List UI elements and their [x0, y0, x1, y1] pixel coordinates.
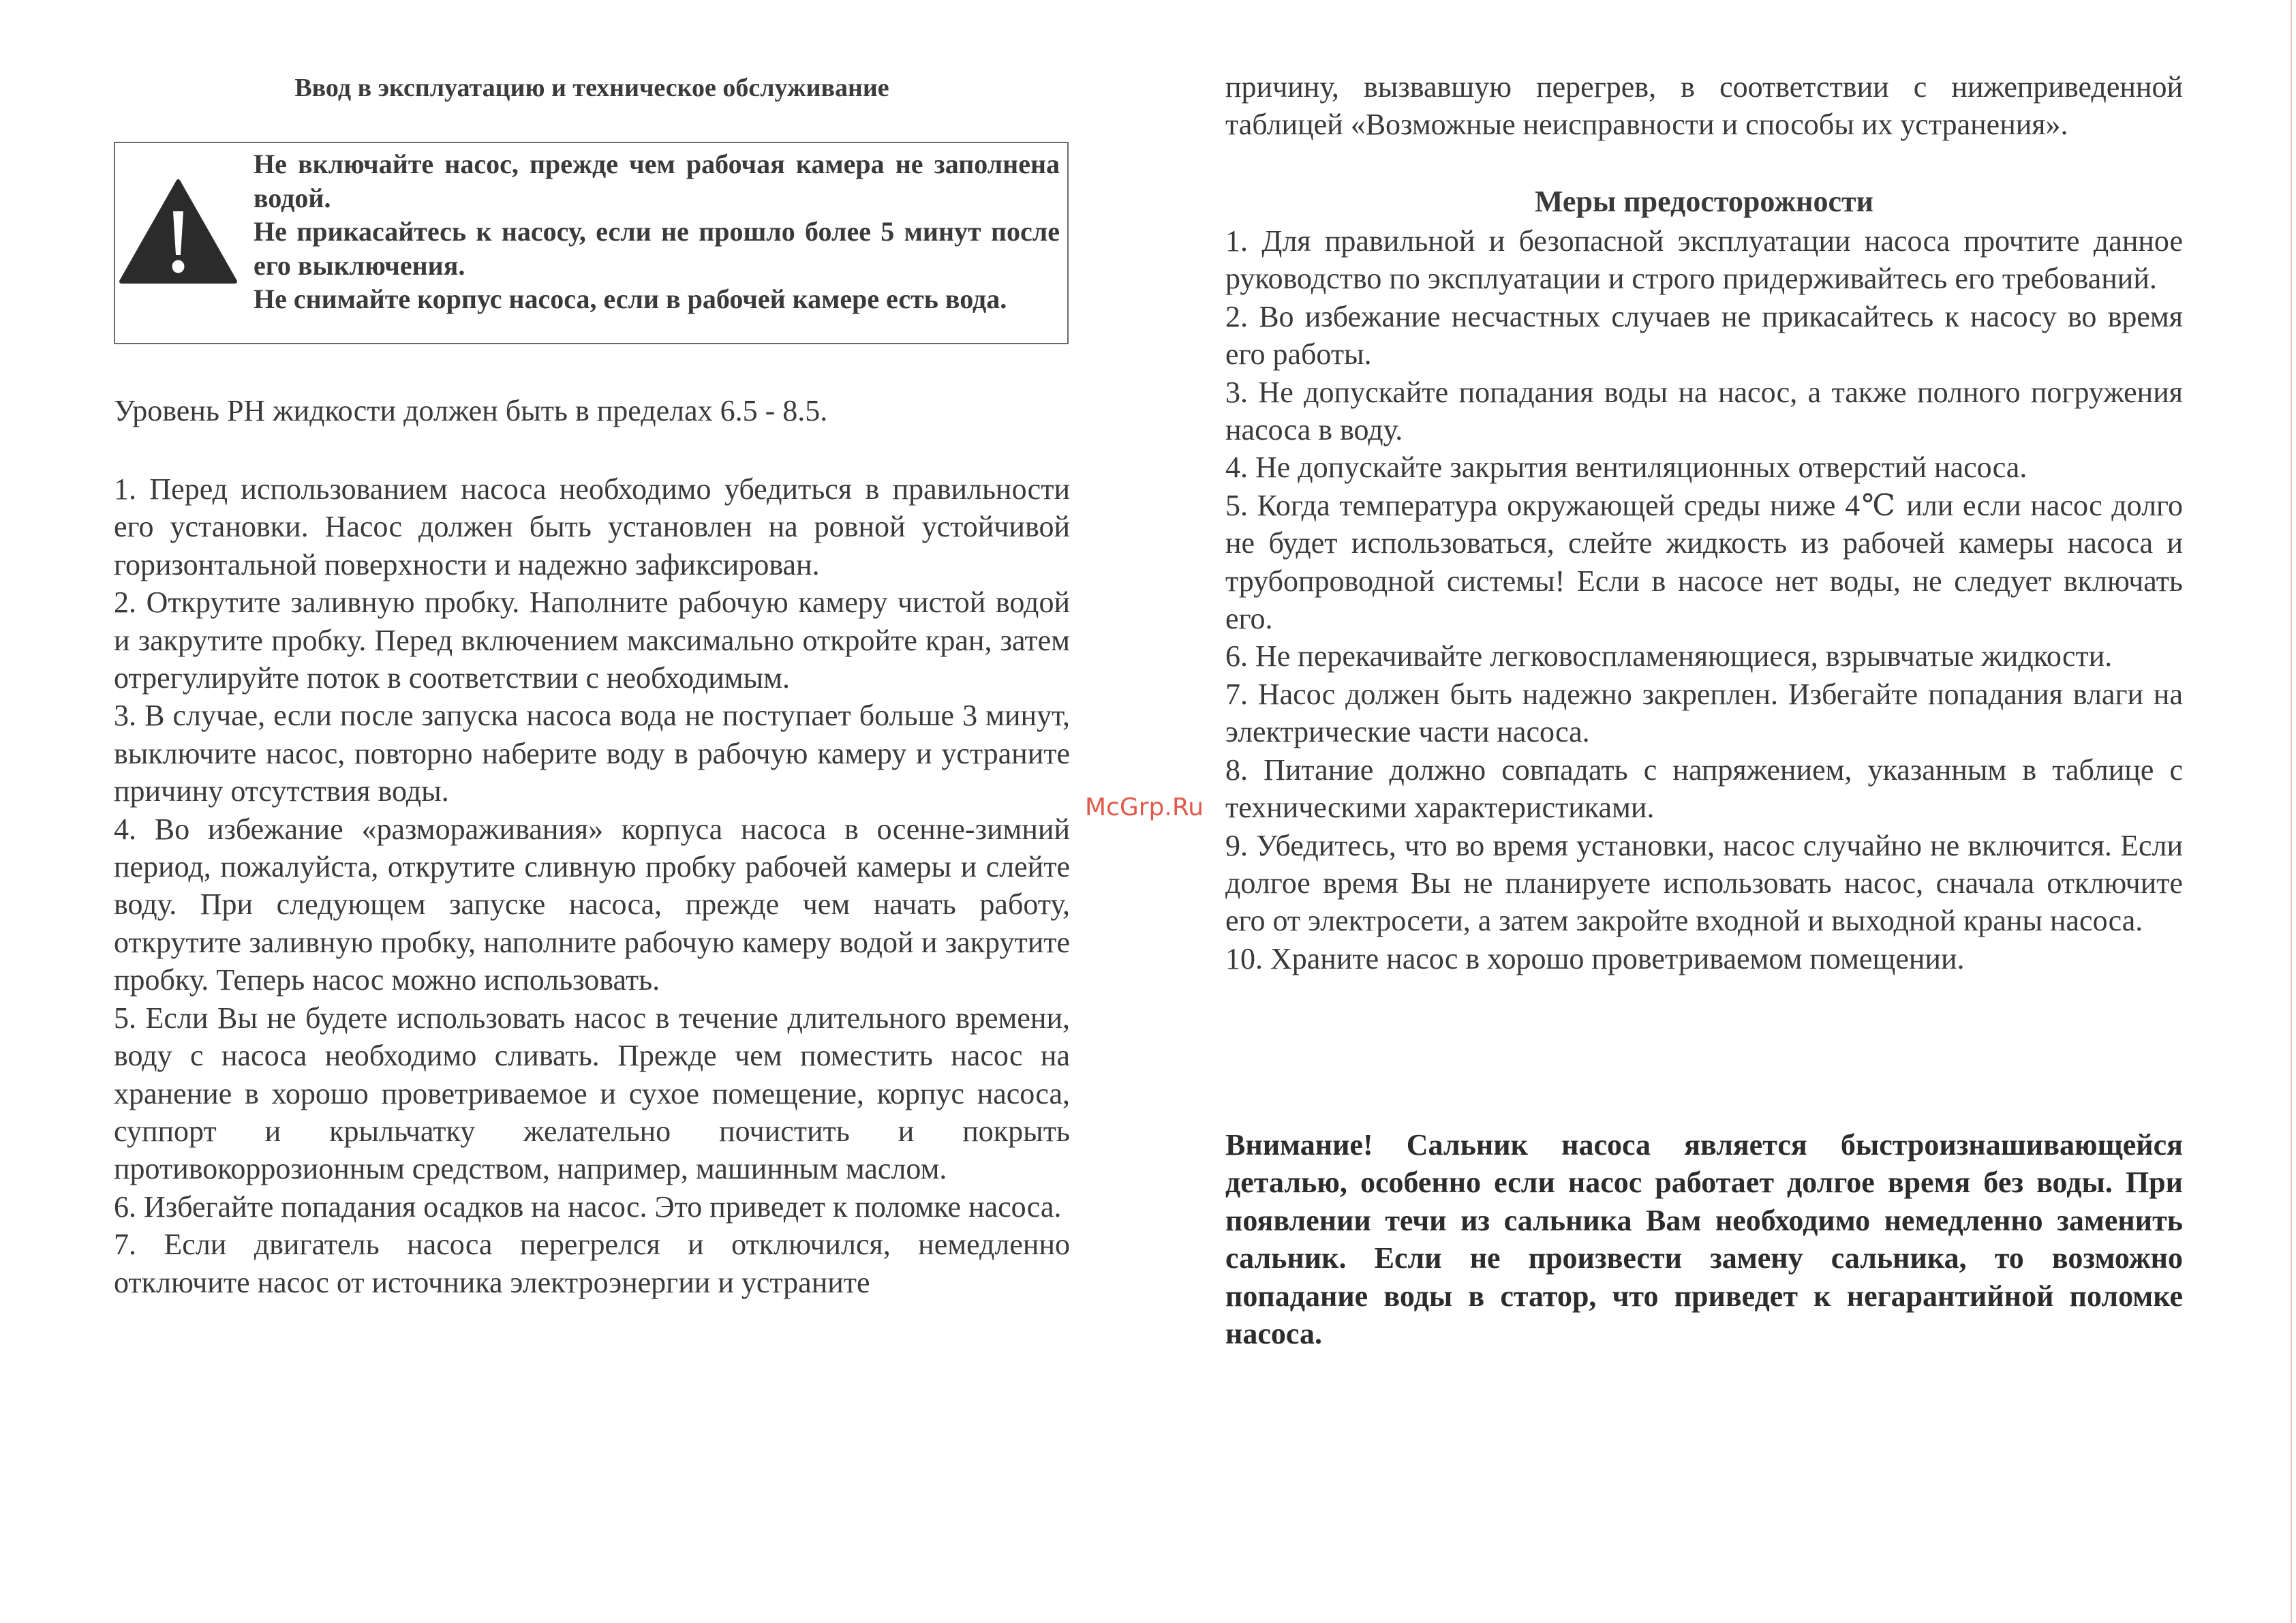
list-item: 7. Если двигатель насоса перегрелся и отключился, немедленно отключите насос от источника электроэнергии и устраните: [114, 1228, 1070, 1299]
list-item: 6. Не перекачивайте легковоспламеняющиеся, взрывчатые жидкости.: [1225, 639, 2113, 673]
list-item: 8. Питание должно совпадать с напряжением, указанным в таблице с техническими характеристиками.: [1225, 753, 2183, 825]
ph-note: Уровень PH жидкости должен быть в пределах 6.5 - 8.5.: [114, 394, 828, 427]
list-item: 1. Перед использованием насоса необходимо убедиться в правильности его установки. Насос должен быть установлен на ровной устойчивой горизонтальной поверхности и надежно зафиксирован.: [114, 472, 1070, 581]
watermark: McGrp.Ru: [1085, 793, 1204, 821]
warning-line: Не снимайте корпус насоса, если в рабочей камере есть вода.: [254, 284, 1007, 314]
list-item: 2. Во избежание несчастных случаев не прикасайтесь к насосу во время его работы.: [1225, 299, 2183, 371]
list-item: 4. Не допускайте закрытия вентиляционных отверстий насоса.: [1225, 451, 2027, 485]
list-item: 3. Не допускайте попадания воды на насос, а также полного погружения насоса в воду.: [1225, 375, 2183, 447]
maintenance-list: [114, 470, 1070, 1301]
page-edge-line: [2291, 0, 2292, 1623]
list-item: 5. Когда температура окружающей среды ниже 4℃ или если насос долго не будет использоваться, слейте жидкость из рабочей камеры насоса и трубопроводной системы! Если в насосе нет воды, не следует включать его.: [1225, 488, 2183, 636]
attention-note: [1225, 1126, 2183, 1352]
warning-box: [114, 142, 1069, 344]
attention-paragraph: Внимание! Сальник насоса является быстроизнашивающейся деталью, особенно если насос работает долгое время без воды. При появлении течи из сальника Вам необходимо немедленно заменить сальник. Если не произвести замену сальника, то возможно попадание воды в статор, что приведет к негарантийной поломке насоса.: [1225, 1128, 2183, 1351]
precautions-list: [1225, 222, 2183, 977]
warning-line: Не включайте насос, прежде чем рабочая камера не заполнена водой.: [254, 149, 1060, 213]
precautions-title: Меры предосторожности: [1534, 185, 1874, 218]
warning-text: [254, 147, 1060, 316]
section-title: Ввод в эксплуатацию и техническое обслуживание: [294, 74, 889, 102]
list-item: 1. Для правильной и безопасной эксплуатации насоса прочтите данное руководство по эксплуатации и строго придерживайтесь его требований.: [1225, 224, 2183, 296]
list-item: 3. В случае, если после запуска насоса вода не поступает больше 3 минут, выключите насос, повторно наберите воду в рабочую камеру и устраните причину отсутствия воды.: [114, 699, 1070, 808]
warning-line: Не прикасайтесь к насосу, если не прошло более 5 минут после его выключения.: [254, 216, 1060, 281]
list-item: 4. Во избежание «размораживания» корпуса насоса в осенне-зимний период, пожалуйста, открутите сливную пробку рабочей камеры и слейте воду. При следующем запуске насоса, прежде чем начать работу, открутите заливную пробку, наполните рабочую камеру водой и закрутите пробку. Теперь насос можно использовать.: [114, 812, 1070, 997]
continuation-paragraph: причину, вызвавшую перегрев, в соответствии с нижеприведенной таблицей «Возможные неисправности и способы их устранения».: [1225, 70, 2183, 142]
list-item: 7. Насос должен быть надежно закреплен. Избегайте попадания влаги на электрические части насоса.: [1225, 677, 2183, 749]
list-item: 6. Избегайте попадания осадков на насос. Это приведет к поломке насоса.: [114, 1189, 1062, 1224]
list-item: 2. Открутите заливную пробку. Наполните рабочую камеру чистой водой и закрутите пробку. Перед включением максимально откройте кран, затем отрегулируйте поток в соответствии с необходимым.: [114, 586, 1070, 695]
list-item: 10. Храните насос в хорошо проветриваемом помещении.: [1225, 941, 1965, 975]
list-item: 9. Убедитесь, что во время установки, насос случайно не включится. Если долгое время Вы не планируете использовать насос, сначала отключите его от электросети, а затем закройте входной и выходной краны насоса.: [1225, 828, 2183, 938]
continuation-text: [1225, 68, 2183, 144]
warning-triangle-icon: [119, 179, 238, 284]
list-item: 5. Если Вы не будете использовать насос в течение длительного времени, воду с насоса необходимо сливать. Прежде чем поместить насос на хранение в хорошо проветриваемое и сухое помещение, корпус насоса, суппорт и крыльчатку желательно почистить и покрыть противокоррозионным средством, например, машинным маслом.: [114, 1001, 1070, 1186]
